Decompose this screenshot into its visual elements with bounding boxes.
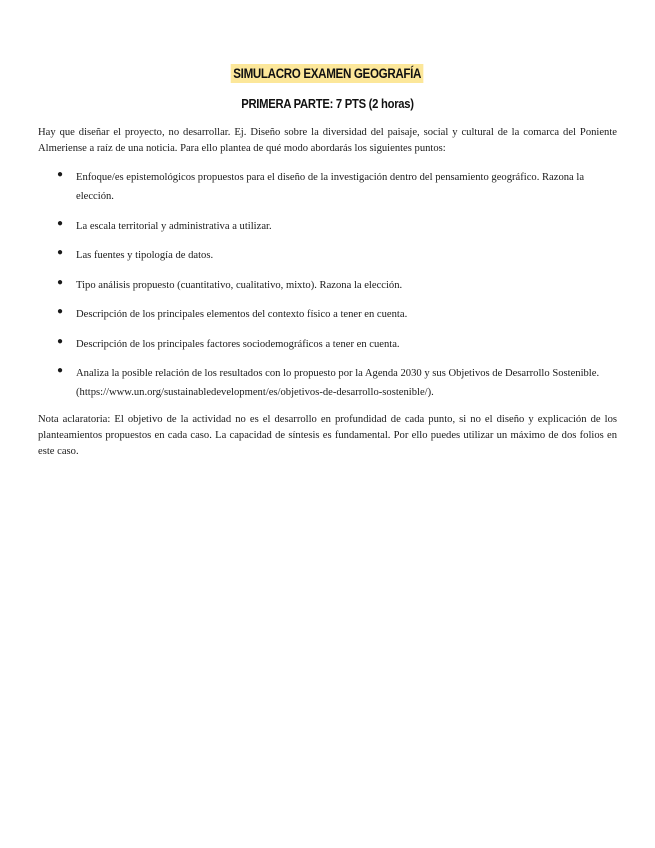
list-item bbox=[38, 167, 617, 205]
page-subtitle: PRIMERA PARTE: 7 PTS (2 horas) bbox=[241, 97, 414, 111]
list-item bbox=[38, 304, 617, 323]
title-block bbox=[38, 64, 617, 83]
points-list bbox=[38, 167, 617, 401]
list-item bbox=[38, 275, 617, 294]
bullet-icon: ● bbox=[57, 365, 64, 376]
bullet-icon: ● bbox=[57, 306, 64, 317]
bullet-icon: ● bbox=[57, 217, 64, 229]
list-item-text: Descripción de los principales factores sociodemográficos a tener en cuenta. bbox=[76, 338, 400, 350]
bullet-icon: ● bbox=[57, 335, 64, 347]
list-item-text: Enfoque/es epistemológicos propuestos para el diseño de la investigación dentro del pensamiento geográfico. Razona la elección. bbox=[76, 172, 585, 202]
list-item-text: Las fuentes y tipología de datos. bbox=[76, 250, 214, 261]
list-item-text: Analiza la posible relación de los resultados con lo propuesto por la Agenda 2030 y sus Objetivos de Desarrollo Sostenible. (https://www.un.org/sustainabledevelopment/es/objetivos-de-desarrollo-sostenible/). bbox=[76, 368, 600, 398]
list-item bbox=[38, 216, 617, 235]
list-item-text: La escala territorial y administrativa a utilizar. bbox=[76, 220, 272, 232]
list-item bbox=[38, 363, 617, 401]
list-item-text: Descripción de los principales elementos del contexto físico a tener en cuenta. bbox=[76, 309, 408, 320]
bullet-icon: ● bbox=[57, 276, 64, 288]
page-title: SIMULACRO EXAMEN GEOGRAFÍA bbox=[231, 64, 424, 83]
note-paragraph: Nota aclaratoria: El objetivo de la actividad no es el desarrollo en profundidad de cada punto, si no el diseño y explicación de los planteamientos propuestos en cada caso. La capacidad de síntesis es fundamental. Por ello puedes utilizar un máximo de dos folios en este caso. bbox=[38, 413, 617, 457]
intro-paragraph: Hay que diseñar el proyecto, no desarrollar. Ej. Diseño sobre la diversidad del paisaje, social y cultural de la comarca del Poniente Almeriense a raíz de una noticia. Para ello plantea de qué modo abordarás los siguientes puntos: bbox=[38, 127, 617, 154]
list-item bbox=[38, 245, 617, 264]
bullet-icon: ● bbox=[57, 169, 64, 180]
list-item-text: Tipo análisis propuesto (cuantitativo, cualitativo, mixto). Razona la elección. bbox=[76, 279, 403, 291]
bullet-icon: ● bbox=[57, 247, 64, 258]
list-item bbox=[38, 334, 617, 353]
